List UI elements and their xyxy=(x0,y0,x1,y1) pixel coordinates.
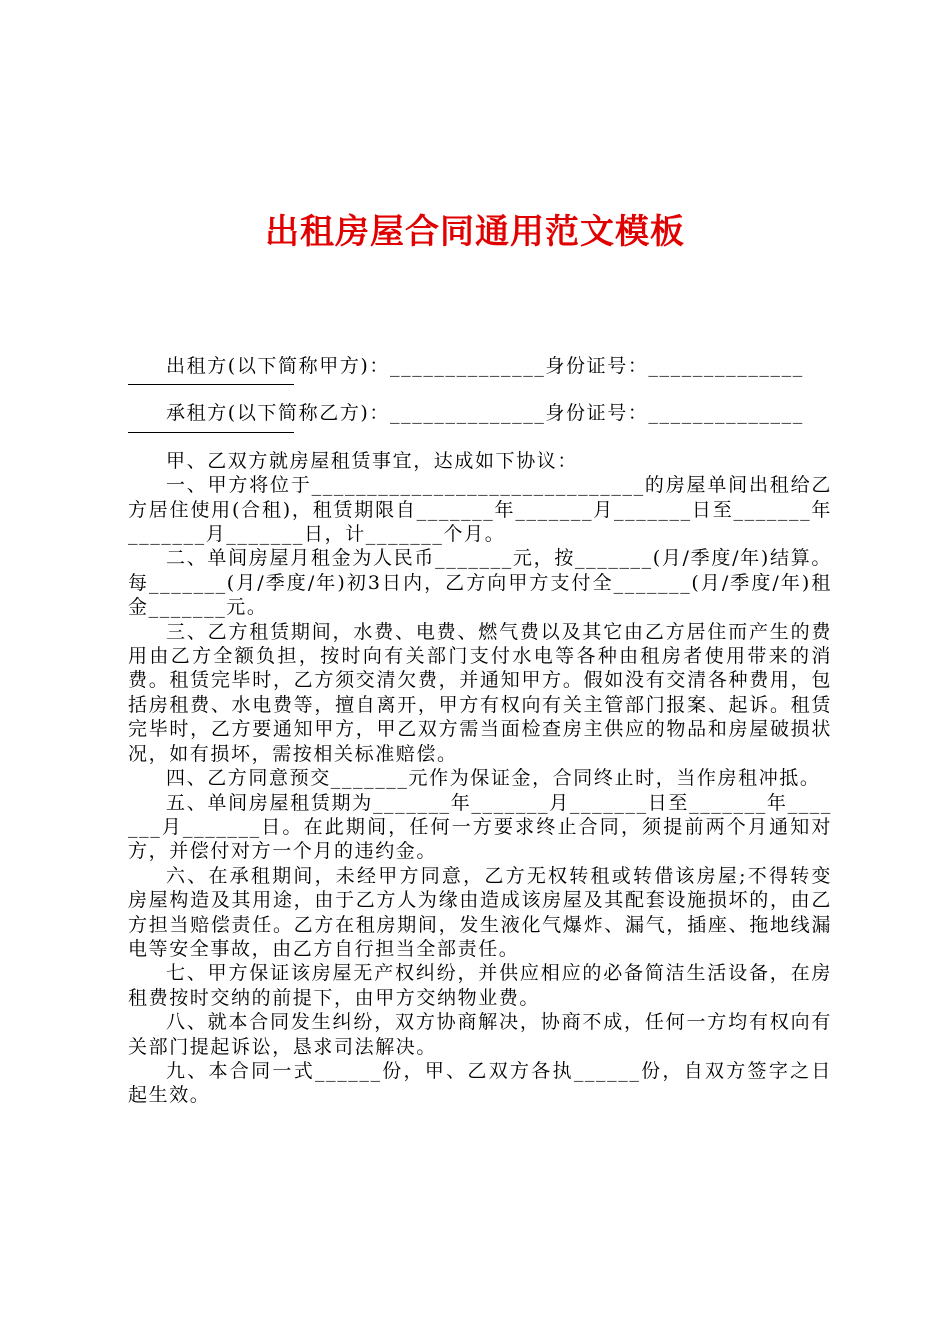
lessee-line-blank-continuation xyxy=(128,426,294,433)
contract-body xyxy=(128,354,832,1108)
clause-5-lease-period: 五、单间房屋租赁期为_______年_______月_______日至_______年_______月_______日。在此期间，任何一方要求终止合同，须提前两个月通知对方，并偿付对方一个月的违约金。 xyxy=(128,791,832,863)
page-title: 出租房屋合同通用范文模板 xyxy=(265,212,685,252)
clause-4-deposit: 四、乙方同意预交_______元作为保证金，合同终止时，当作房租冲抵。 xyxy=(166,767,821,790)
clause-3-utilities: 三、乙方租赁期间，水费、电费、燃气费以及其它由乙方居住而产生的费用由乙方全额负担，按时向有关部门支付水电等各种由租房者使用带来的消费。租赁完毕时，乙方须交清欠费，并通知甲方。假如没有交清各种费用，包括房租费、水电费等，擅自离开，甲方有权向有关主管部门报案、起诉。租赁完毕时，乙方要通知甲方，甲乙双方需当面检查房主供应的物品和房屋破损状况，如有损坏，需按相关标准赔偿。 xyxy=(128,620,832,765)
clause-1-premises-and-term: 一、甲方将位于______________________________的房屋单间出租给乙方居住使用(合租)，租赁期限自_______年_______月_______日至_______年_______月_______日，计_______个月。 xyxy=(128,474,832,546)
agreement-intro: 甲、乙双方就房屋租赁事宜，达成如下协议： xyxy=(166,449,579,472)
lessor-line-blank-continuation xyxy=(128,378,294,385)
clause-7-title-guarantee: 七、甲方保证该房屋无产权纠纷，并供应相应的必备简洁生活设备，在房租费按时交纳的前提下，由甲方交纳物业费。 xyxy=(128,962,832,1009)
clause-2-rent: 二、单间房屋月租金为人民币_______元，按_______(月/季度/年)结算。每_______(月/季度/年)初3日内，乙方向甲方支付全_______(月/季度/年)租金_______元。 xyxy=(128,547,832,619)
clause-9-copies: 九、本合同一式______份，甲、乙双方各执______份，自双方签字之日起生效。 xyxy=(128,1059,832,1107)
lessee-line: 承租方(以下简称乙方)：______________身份证号：______________ xyxy=(166,402,804,425)
lessor-line: 出租方(以下简称甲方)：______________身份证号：______________ xyxy=(166,355,804,377)
clause-8-disputes: 八、就本合同发生纠纷，双方协商解决，协商不成，任何一方均有权向有关部门提起诉讼，恳求司法解决。 xyxy=(128,1011,832,1058)
clause-6-subletting: 六、在承租期间，未经甲方同意，乙方无权转租或转借该房屋;不得转变房屋构造及其用途，由于乙方人为缘由造成该房屋及其配套设施损坏的，由乙方担当赔偿责任。乙方在租房期间，发生液化气爆炸、漏气，插座、拖地线漏电等安全事故，由乙方自行担当全部责任。 xyxy=(128,864,832,960)
